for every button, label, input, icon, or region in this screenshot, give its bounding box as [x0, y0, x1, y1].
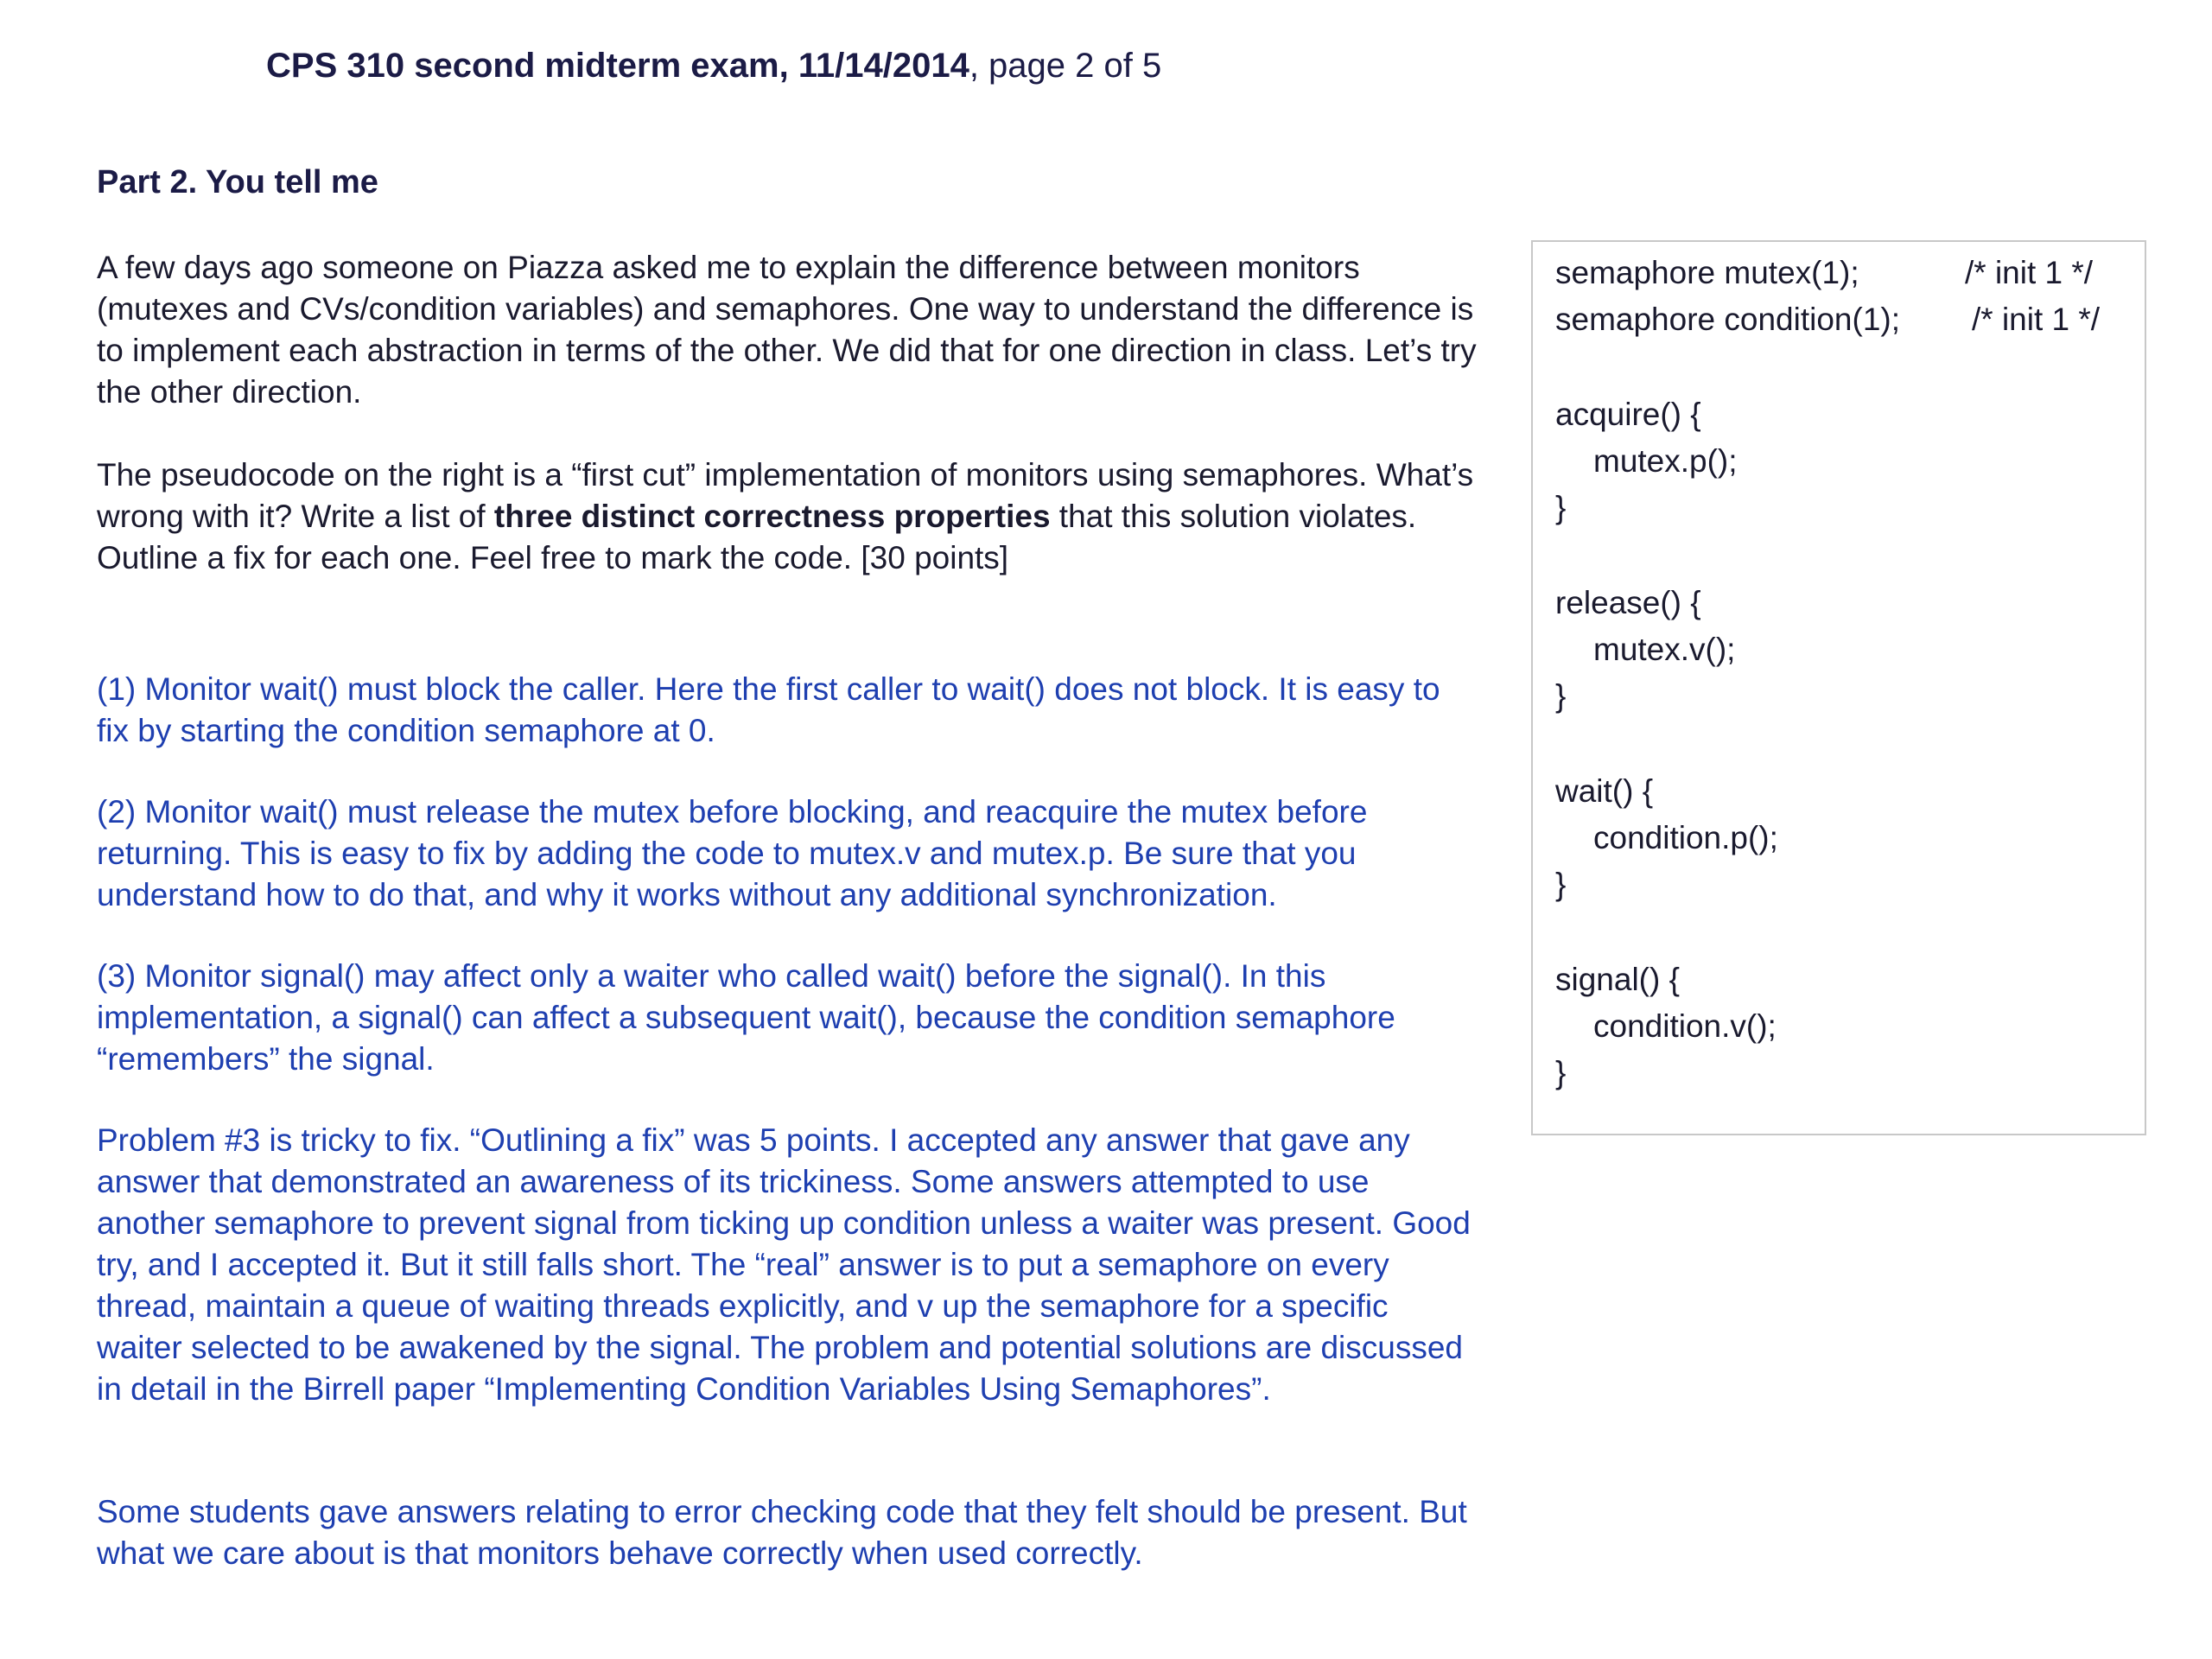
answer-2: (2) Monitor wait() must release the mutex before blocking, and reacquire the mutex before returning. This is easy to fix by adding the code to mutex.v and mutex.p. Be sure that you understand how to do that, and why it works without any additional synchronization. [97, 794, 1368, 912]
page-header [266, 41, 1161, 90]
code-decl-condition: semaphore condition(1); [1555, 302, 1900, 337]
code-wait-body: condition.p(); [1593, 820, 1778, 855]
code-acquire-body: mutex.p(); [1593, 443, 1738, 479]
exam-title: CPS 310 second midterm exam, 11/14/2014 [266, 47, 969, 85]
code-signal-close: } [1555, 1055, 1567, 1090]
question-text-before: The pseudocode on the right is a “first cut” implementation of monitors using semaphores. What’s wrong with it? Write a list of [97, 457, 1474, 534]
intro-paragraph: A few days ago someone on Piazza asked me to explain the difference between monitors (mutexes and CVs/condition variables) and semaphores. One way to understand the difference is to implement each abstraction in terms of the other. We did that for one direction in class. Let’s try the other direction. [97, 250, 1477, 410]
question-paragraph [97, 454, 1479, 579]
code-signal-body: condition.v(); [1593, 1008, 1777, 1044]
answer-1: (1) Monitor wait() must block the caller. Here the first caller to wait() does not block. It is easy to fix by starting the condition semaphore at 0. [97, 671, 1440, 748]
grading-note-1: Problem #3 is tricky to fix. “Outlining a fix” was 5 points. I accepted any answer that gave any answer that demonstrated an awareness of its trickiness. Some answers attempted to use another semaphore to prevent signal from ticking up condition unless a waiter was present. Good try, and I accepted it. But it still falls short. The “real” answer is to put a semaphore on every thread, maintain a queue of waiting threads explicitly, and v up the semaphore for a specific waiter selected to be awakened by the signal. The problem and potential solutions are discussed in detail in the Birrell paper “Implementing Condition Variables Using Semaphores”. [97, 1122, 1471, 1407]
code-acquire-head: acquire() { [1555, 397, 1701, 432]
code-acquire-close: } [1555, 490, 1567, 525]
code-signal-head: signal() { [1555, 962, 1680, 997]
code-comment-condition: /* init 1 */ [1972, 302, 2101, 337]
question-text-bold: three distinct correctness properties [493, 499, 1051, 534]
grading-note-2: Some students gave answers relating to error checking code that they felt should be present. But what we care about is that monitors behave correctly when used correctly. [97, 1494, 1467, 1571]
part-title: Part 2. You tell me [97, 164, 378, 200]
code-wait-close: } [1555, 867, 1567, 902]
code-decl-mutex: semaphore mutex(1); [1555, 255, 1859, 290]
code-wait-head: wait() { [1555, 773, 1654, 809]
code-comment-mutex: /* init 1 */ [1965, 255, 2094, 290]
pseudocode-box [1531, 240, 2146, 1135]
code-release-head: release() { [1555, 585, 1701, 620]
code-release-close: } [1555, 678, 1567, 714]
answer-3: (3) Monitor signal() may affect only a waiter who called wait() before the signal(). In this implementation, a signal() can affect a subsequent wait(), because the condition semaphore “remembers” the signal. [97, 958, 1395, 1077]
code-release-body: mutex.v(); [1593, 632, 1736, 667]
page-number: , page 2 of 5 [969, 47, 1162, 85]
question-text-after: that this solution violates. Outline a fix for each one. Feel free to mark the code. [30 points] [97, 499, 1417, 575]
